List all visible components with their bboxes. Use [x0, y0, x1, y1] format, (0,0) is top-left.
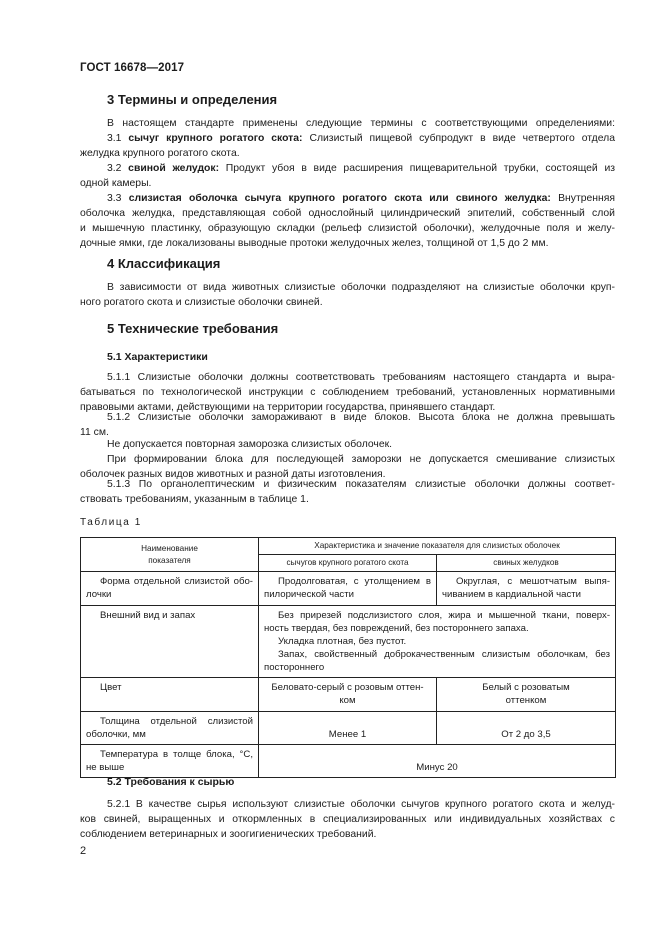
- section-3-heading: 3 Термины и определения: [107, 92, 278, 107]
- p521-line-c: соблюдением ветеринарных и зоогигиенических требований.: [80, 829, 377, 840]
- table-row-shape: [81, 572, 616, 606]
- table-caption: Таблица 1: [80, 517, 142, 528]
- paragraph-5-2-1: [80, 797, 615, 842]
- row-thickness-pig: От 2 до 3,5: [437, 712, 616, 745]
- term-3-3-def-d: дочные ямки, где локализованы выводные протоки желудочных желез, толщиной от 1,5 до 2 мм.: [80, 238, 549, 249]
- row-appearance-value: Без прирезей подслизистого слоя, жира и мышечной ткани, поверх- ность твердая, без повреждений, без постороннего запаха. Укладка плотная, без пустот. Запах, свойственный доброкачественным слизистым оболочкам, без постороннего: [259, 606, 616, 678]
- row-shape-cattle: Продолговатая, с утолщением в пилорической части: [259, 572, 437, 606]
- term-3-2-number: 3.2: [107, 163, 122, 174]
- p511-line-c: правовыми актами, действующими на территории государства, принявшего стандарт.: [80, 402, 496, 413]
- intro-text: В настоящем стандарте применены следующие термины с соответствующими определениями:: [107, 118, 615, 129]
- table-row-color: [81, 678, 616, 712]
- row-appearance-name: Внешний вид и запах: [81, 606, 259, 678]
- row-shape-pig: Округлая, с мешотчатым выпя- чиванием в кардиальной части: [437, 572, 616, 606]
- document-header: ГОСТ 16678—2017: [80, 62, 185, 74]
- section-4-line-a: В зависимости от вида животных слизистые оболочки подразделяют на слизистые оболочки круп-: [107, 282, 615, 293]
- subsection-5-1-heading: 5.1 Характеристики: [107, 351, 208, 363]
- section-3-intro: [80, 116, 615, 131]
- p521-line-a: 5.2.1 В качестве сырья используют слизистые оболочки сычугов крупного рогатого скота и желуд-: [107, 799, 615, 810]
- term-3-1-number: 3.1: [107, 133, 122, 144]
- row-thickness-name: Толщина отдельной слизистой оболочки, мм: [81, 712, 259, 745]
- table-row-appearance: [81, 606, 616, 678]
- term-3-2-def-b: одной камеры.: [80, 178, 152, 189]
- header-cattle: сычугов крупного рогатого скота: [259, 555, 437, 572]
- header-indicator-name: Наименование показателя: [81, 538, 259, 572]
- p521-line-b: ков свиней, выращенных и откормленных в специализированных или индивидуальных хозяйствах с: [80, 814, 615, 825]
- p512-line-b: 11 см.: [80, 427, 109, 438]
- term-3-1: [80, 131, 615, 161]
- table-1: [80, 537, 616, 778]
- term-3-1-def-b: желудка крупного рогатого скота.: [80, 148, 240, 159]
- p511-line-b: батываться по технологической инструкции с соблюдением требований, установленных нормативными: [80, 387, 615, 398]
- term-3-3: [80, 191, 615, 251]
- p512-line-a: 5.1.2 Слизистые оболочки замораживают в виде блоков. Высота блока не должна превышать: [107, 412, 615, 423]
- row-shape-name: Форма отдельной слизистой обо- лочки: [81, 572, 259, 606]
- p513-line-a: 5.1.3 По органолептическим и физическим показателям слизистые оболочки должны соответ-: [107, 479, 615, 490]
- block-line-a: При формировании блока для последующей заморозки не допускается смешивание слизистых: [107, 454, 615, 465]
- term-3-1-def-a: Слизистый пищевой субпродукт в виде четвертого отдела: [309, 133, 615, 144]
- refreeze-text: Не допускается повторная заморозка слизистых оболочек.: [107, 439, 393, 450]
- term-3-3-number: 3.3: [107, 193, 122, 204]
- table-row-temperature: [81, 745, 616, 778]
- term-3-1-title: сычуг крупного рогатого скота:: [128, 133, 303, 144]
- paragraph-5-1-3: [80, 477, 615, 507]
- row-color-cattle: Беловато-серый с розовым оттен- ком: [259, 678, 437, 712]
- subsection-5-2-heading: 5.2 Требования к сырью: [107, 776, 235, 788]
- term-3-2: [80, 161, 615, 191]
- paragraph-refreeze: [80, 437, 615, 452]
- term-3-3-def-c: и мышечную пластинку, образующую складки (рельеф слизистой оболочки), желудочные поля и желу-: [80, 223, 615, 234]
- paragraph-5-1-1: [80, 370, 615, 415]
- p511-line-a: 5.1.1 Слизистые оболочки должны соответствовать требованиям настоящего стандарта и выра-: [107, 372, 615, 383]
- table-header-row: [81, 538, 616, 555]
- term-3-3-def-b: оболочка желудка, представляющая собой однослойный цилиндрический эпителий, собственный слой: [80, 208, 615, 219]
- header-pig: свиных желудков: [437, 555, 616, 572]
- section-4-paragraph: [80, 280, 615, 310]
- section-5-heading: 5 Технические требования: [107, 321, 279, 336]
- term-3-3-def-a: Внутренняя: [558, 193, 616, 204]
- term-3-2-def-a: Продукт убоя в виде расширения пищеварительной трубки, состоящей из: [225, 163, 616, 174]
- section-4-line-b: ного рогатого скота и слизистые оболочки свиней.: [80, 297, 323, 308]
- term-3-3-title: слизистая оболочка сычуга крупного рогатого скота или свиного желудка:: [128, 193, 551, 204]
- header-group: Характеристика и значение показателя для слизистых оболочек: [259, 538, 616, 555]
- row-temperature-name: Температура в толще блока, °С, не выше: [81, 745, 259, 778]
- section-4-heading: 4 Классификация: [107, 256, 221, 271]
- row-color-name: Цвет: [81, 678, 259, 712]
- page-number: 2: [80, 845, 87, 857]
- p513-line-b: ствовать требованиям, указанным в таблице 1.: [80, 494, 309, 505]
- row-temperature-value: Минус 20: [259, 745, 616, 778]
- row-color-pig: Белый с розоватым оттенком: [437, 678, 616, 712]
- term-3-2-title: свиной желудок:: [128, 163, 220, 174]
- paragraph-5-1-2: [80, 410, 615, 440]
- row-thickness-cattle: Менее 1: [259, 712, 437, 745]
- block-line-b: оболочек разных видов животных и разной даты изготовления.: [80, 469, 386, 480]
- table-row-thickness: [81, 712, 616, 745]
